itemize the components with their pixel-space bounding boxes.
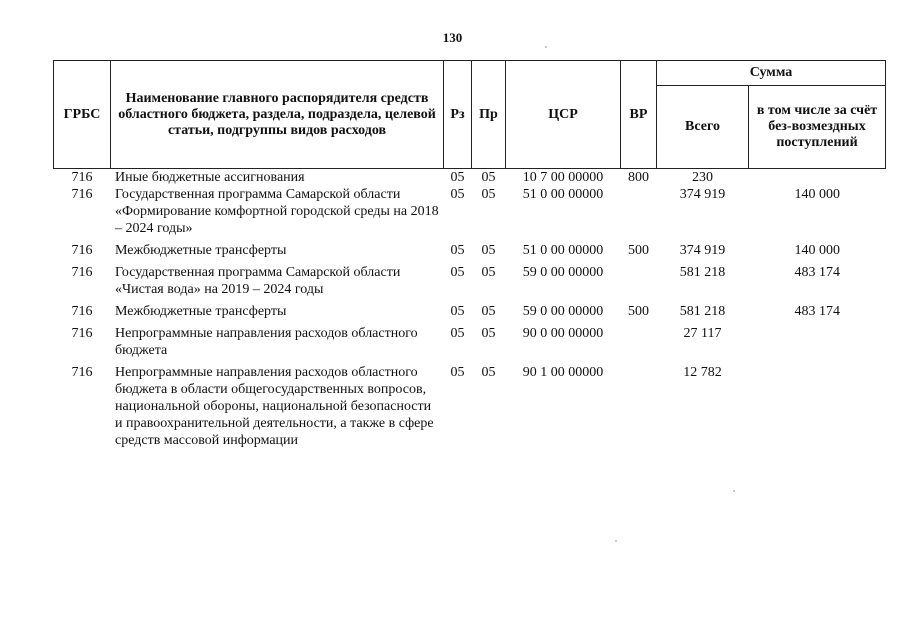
cell-free-receipts: 140 000: [794, 243, 840, 258]
cell-pr: 05: [481, 265, 496, 280]
table-header: [54, 61, 886, 169]
cell-csr: 90 0 00 00000: [522, 326, 604, 341]
cell-csr: 59 0 00 00000: [522, 265, 604, 280]
cell-vr: [621, 364, 657, 454]
cell-pr: 05: [481, 365, 496, 380]
cell-pr: 05: [481, 170, 496, 185]
scan-speck: [545, 46, 547, 48]
cell-rz: 05: [450, 170, 465, 185]
scan-speck: [615, 540, 617, 542]
cell-pr: 05: [481, 304, 496, 319]
budget-table: [53, 60, 886, 454]
table-row: [54, 264, 886, 303]
cell-pr: 05: [481, 326, 496, 341]
cell-free-receipts: [749, 169, 886, 187]
cell-rz: 05: [450, 326, 465, 341]
cell-name: Непрограммные направления расходов областного бюджета в области общегосударственных вопросов, национальной обороны, национальной безопасности и правоохранительной деятельности, а также в сфере средств массовой информации: [115, 365, 434, 448]
cell-grbs: 716: [71, 265, 93, 280]
cell-total: 27 117: [683, 326, 722, 341]
cell-csr: 59 0 00 00000: [522, 304, 604, 319]
header-vr: ВР: [621, 61, 657, 169]
cell-name: Непрограммные направления расходов областного бюджета: [115, 326, 418, 358]
cell-vr: [621, 325, 657, 364]
cell-grbs: 716: [71, 304, 93, 319]
scan-speck: [733, 490, 735, 492]
cell-grbs: 716: [71, 365, 93, 380]
cell-name: Межбюджетные трансферты: [115, 243, 287, 258]
table-row: [54, 303, 886, 325]
cell-name: Государственная программа Самарской области «Чистая вода» на 2019 – 2024 годы: [115, 265, 401, 297]
header-rz: Рз: [444, 61, 472, 169]
cell-free-receipts: 140 000: [794, 187, 840, 202]
cell-vr: 800: [628, 170, 649, 185]
cell-free-receipts: 483 174: [794, 304, 840, 319]
header-grbs: ГРБС: [54, 61, 111, 169]
cell-total: 230: [692, 170, 713, 185]
cell-grbs: 716: [71, 187, 93, 202]
cell-pr: 05: [481, 243, 496, 258]
cell-total: 374 919: [679, 243, 726, 258]
table-body: [54, 169, 886, 455]
cell-vr: 500: [628, 304, 649, 319]
header-pr: Пр: [472, 61, 506, 169]
cell-rz: 05: [450, 187, 465, 202]
table-row: [54, 325, 886, 364]
cell-free-receipts: [749, 364, 886, 454]
header-free-receipts: в том числе за счёт без-возмездных поступлений: [749, 86, 886, 169]
table-row: [54, 186, 886, 242]
cell-csr: 51 0 00 00000: [522, 243, 604, 258]
page-number: 130: [442, 30, 463, 45]
cell-pr: 05: [481, 187, 496, 202]
cell-rz: 05: [450, 243, 465, 258]
cell-rz: 05: [450, 304, 465, 319]
cell-name: Иные бюджетные ассигнования: [115, 170, 305, 185]
cell-rz: 05: [450, 365, 465, 380]
cell-vr: [621, 186, 657, 242]
table-row: [54, 169, 886, 187]
cell-free-receipts: [749, 325, 886, 364]
cell-csr: 51 0 00 00000: [522, 187, 604, 202]
cell-free-receipts: 483 174: [794, 265, 840, 280]
header-csr: ЦСР: [506, 61, 621, 169]
cell-total: 12 782: [683, 365, 722, 380]
header-sum: Сумма: [657, 61, 886, 86]
cell-csr: 10 7 00 00000: [522, 170, 604, 185]
cell-vr: 500: [628, 243, 649, 258]
cell-name: Межбюджетные трансферты: [115, 304, 287, 319]
cell-total: 581 218: [679, 304, 726, 319]
cell-total: 581 218: [679, 265, 726, 280]
cell-total: 374 919: [679, 187, 726, 202]
cell-csr: 90 1 00 00000: [522, 365, 604, 380]
cell-grbs: 716: [71, 243, 93, 258]
header-total: Всего: [657, 86, 749, 169]
cell-vr: [621, 264, 657, 303]
table-row: [54, 242, 886, 264]
cell-grbs: 716: [71, 326, 93, 341]
cell-rz: 05: [450, 265, 465, 280]
cell-name: Государственная программа Самарской области «Формирование комфортной городской среды на 2018 – 2024 годы»: [115, 187, 439, 236]
cell-grbs: 716: [71, 170, 93, 185]
header-name: Наименование главного распорядителя средств областного бюджета, раздела, подраздела, целевой статьи, подгруппы видов расходов: [111, 61, 444, 169]
table-row: [54, 364, 886, 454]
